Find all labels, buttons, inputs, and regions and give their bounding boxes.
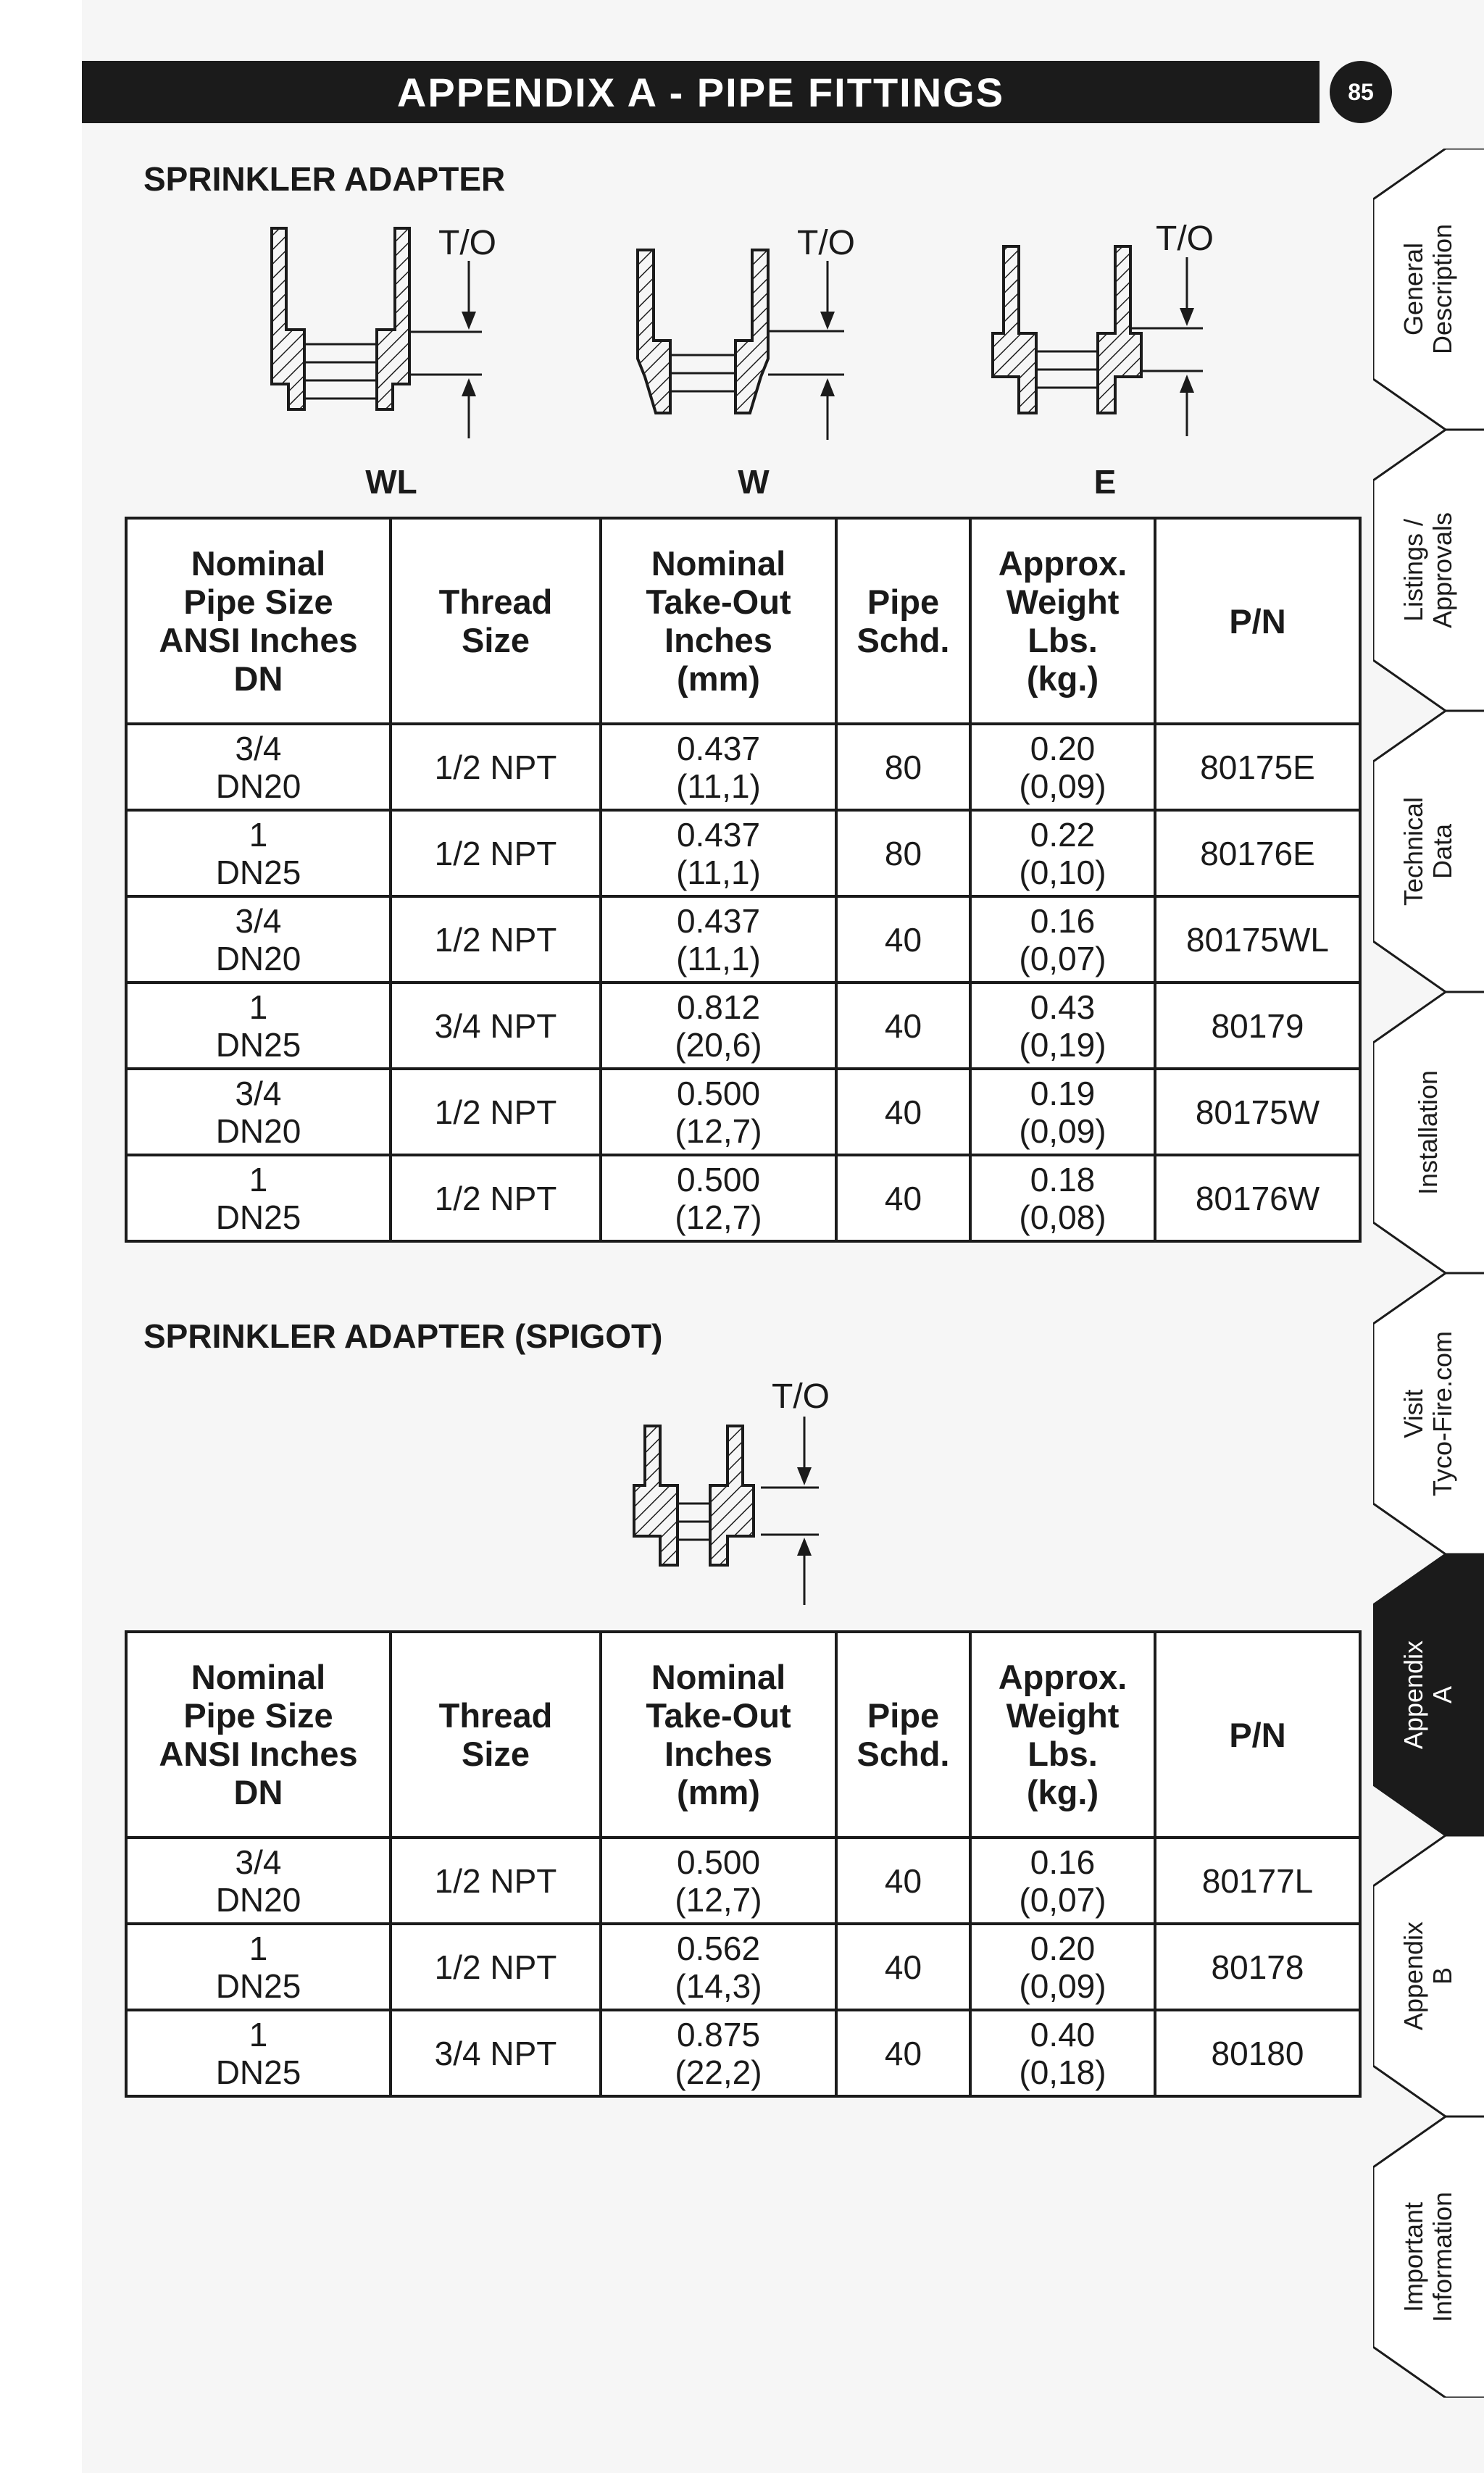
tab-general-description[interactable]: [1373, 149, 1484, 430]
page-number: 85: [1330, 61, 1392, 123]
cell-pipe-size: 1 DN25: [126, 983, 391, 1069]
section-title-sprinkler-adapter-spigot: SPRINKLER ADAPTER (SPIGOT): [143, 1317, 663, 1355]
column-header-pipe-schedule: Pipe Schd.: [836, 518, 970, 724]
table-row: [126, 896, 1360, 983]
column-header-thread-size: Thread Size: [391, 1632, 601, 1838]
cell-pipe-schedule: 80: [836, 724, 970, 810]
cell-part-number: 80180: [1155, 2010, 1360, 2096]
table-row: [126, 1155, 1360, 1241]
table-row: [126, 983, 1360, 1069]
cell-pipe-size: 3/4 DN20: [126, 1069, 391, 1155]
cell-weight: 0.18 (0,08): [970, 1155, 1155, 1241]
cell-takeout: 0.812 (20,6): [601, 983, 836, 1069]
cell-part-number: 80177L: [1155, 1838, 1360, 1924]
tab-label: Installation: [1413, 1069, 1443, 1196]
takeout-label-wl: T/O: [438, 224, 496, 262]
cell-weight: 0.20 (0,09): [970, 1924, 1155, 2010]
cell-weight: 0.20 (0,09): [970, 724, 1155, 810]
column-header-pipe-schedule: Pipe Schd.: [836, 1632, 970, 1838]
tab-appendix-b[interactable]: [1373, 1835, 1484, 2117]
takeout-label-e: T/O: [1156, 220, 1214, 258]
fitting-diagram-spigot: [634, 1420, 851, 1609]
cell-takeout: 0.500 (12,7): [601, 1838, 836, 1924]
tab-technical-data[interactable]: [1373, 711, 1484, 992]
cell-thread-size: 1/2 NPT: [391, 1924, 601, 2010]
sprinkler-adapter-table: [125, 517, 1362, 1243]
column-header-pipe-size: Nominal Pipe Size ANSI Inches DN: [126, 1632, 391, 1838]
tab-label: Technical Data: [1398, 796, 1458, 906]
cell-pipe-size: 1 DN25: [126, 1155, 391, 1241]
figure-caption-w: W: [738, 463, 770, 501]
tab-appendix-a[interactable]: [1373, 1554, 1484, 1835]
takeout-label-w: T/O: [797, 224, 855, 262]
cell-pipe-size: 3/4 DN20: [126, 724, 391, 810]
cell-pipe-schedule: 40: [836, 2010, 970, 2096]
tab-visit-tyco-fire[interactable]: [1373, 1273, 1484, 1554]
column-header-part-number: P/N: [1155, 518, 1360, 724]
cell-part-number: 80175WL: [1155, 896, 1360, 983]
column-header-takeout: Nominal Take-Out Inches (mm): [601, 1632, 836, 1838]
cell-thread-size: 1/2 NPT: [391, 896, 601, 983]
cell-part-number: 80176W: [1155, 1155, 1360, 1241]
cell-pipe-size: 1 DN25: [126, 2010, 391, 2096]
cell-pipe-schedule: 40: [836, 896, 970, 983]
cell-takeout: 0.437 (11,1): [601, 896, 836, 983]
column-header-takeout: Nominal Take-Out Inches (mm): [601, 518, 836, 724]
tab-label: General Description: [1398, 223, 1458, 355]
cell-thread-size: 1/2 NPT: [391, 1838, 601, 1924]
table-row: [126, 1924, 1360, 2010]
cell-thread-size: 3/4 NPT: [391, 983, 601, 1069]
column-header-weight: Approx. Weight Lbs. (kg.): [970, 518, 1155, 724]
tab-important-information[interactable]: [1373, 2117, 1484, 2398]
cell-takeout: 0.500 (12,7): [601, 1069, 836, 1155]
tab-listings-approvals[interactable]: [1373, 430, 1484, 711]
tab-label: Listings / Approvals: [1398, 512, 1458, 629]
takeout-label-spigot: T/O: [772, 1377, 830, 1416]
fitting-diagram-w: [638, 250, 855, 446]
cell-thread-size: 1/2 NPT: [391, 724, 601, 810]
cell-takeout: 0.437 (11,1): [601, 810, 836, 896]
sprinkler-adapter-spigot-table: [125, 1630, 1362, 2098]
tab-label: Appendix A: [1398, 1640, 1458, 1750]
table-row: [126, 810, 1360, 896]
tab-label: Important Information: [1398, 2191, 1458, 2323]
table-row: [126, 724, 1360, 810]
cell-pipe-schedule: 40: [836, 1924, 970, 2010]
table-row: [126, 2010, 1360, 2096]
cell-thread-size: 1/2 NPT: [391, 1155, 601, 1241]
section-tabs: [1373, 149, 1484, 2395]
column-header-part-number: P/N: [1155, 1632, 1360, 1838]
cell-pipe-schedule: 40: [836, 1838, 970, 1924]
cell-weight: 0.40 (0,18): [970, 2010, 1155, 2096]
cell-pipe-schedule: 40: [836, 1155, 970, 1241]
figure-caption-e: E: [1093, 463, 1117, 501]
table-header-row: [126, 518, 1360, 724]
fitting-diagram-e: [993, 246, 1210, 442]
cell-weight: 0.16 (0,07): [970, 896, 1155, 983]
cell-pipe-schedule: 80: [836, 810, 970, 896]
cell-pipe-schedule: 40: [836, 1069, 970, 1155]
cell-weight: 0.19 (0,09): [970, 1069, 1155, 1155]
table-header-row: [126, 1632, 1360, 1838]
cell-weight: 0.16 (0,07): [970, 1838, 1155, 1924]
cell-pipe-size: 3/4 DN20: [126, 896, 391, 983]
cell-takeout: 0.875 (22,2): [601, 2010, 836, 2096]
cell-part-number: 80176E: [1155, 810, 1360, 896]
cell-part-number: 80179: [1155, 983, 1360, 1069]
cell-pipe-size: 1 DN25: [126, 1924, 391, 2010]
cell-takeout: 0.500 (12,7): [601, 1155, 836, 1241]
cell-part-number: 80175E: [1155, 724, 1360, 810]
table-row: [126, 1069, 1360, 1155]
cell-pipe-schedule: 40: [836, 983, 970, 1069]
section-title-sprinkler-adapter: SPRINKLER ADAPTER: [143, 160, 506, 198]
table-row: [126, 1838, 1360, 1924]
column-header-pipe-size: Nominal Pipe Size ANSI Inches DN: [126, 518, 391, 724]
cell-part-number: 80175W: [1155, 1069, 1360, 1155]
cell-weight: 0.43 (0,19): [970, 983, 1155, 1069]
cell-takeout: 0.562 (14,3): [601, 1924, 836, 2010]
cell-weight: 0.22 (0,10): [970, 810, 1155, 896]
figure-caption-wl: WL: [365, 463, 417, 501]
column-header-weight: Approx. Weight Lbs. (kg.): [970, 1632, 1155, 1838]
cell-thread-size: 3/4 NPT: [391, 2010, 601, 2096]
column-header-thread-size: Thread Size: [391, 518, 601, 724]
cell-pipe-size: 1 DN25: [126, 810, 391, 896]
cell-thread-size: 1/2 NPT: [391, 1069, 601, 1155]
cell-part-number: 80178: [1155, 1924, 1360, 2010]
page-title: APPENDIX A - PIPE FITTINGS: [82, 61, 1320, 123]
cell-thread-size: 1/2 NPT: [391, 810, 601, 896]
tab-label: Appendix B: [1398, 1921, 1458, 2031]
cell-pipe-size: 3/4 DN20: [126, 1838, 391, 1924]
tab-installation[interactable]: [1373, 992, 1484, 1273]
cell-takeout: 0.437 (11,1): [601, 724, 836, 810]
tab-label: Visit Tyco-Fire.com: [1398, 1330, 1458, 1497]
